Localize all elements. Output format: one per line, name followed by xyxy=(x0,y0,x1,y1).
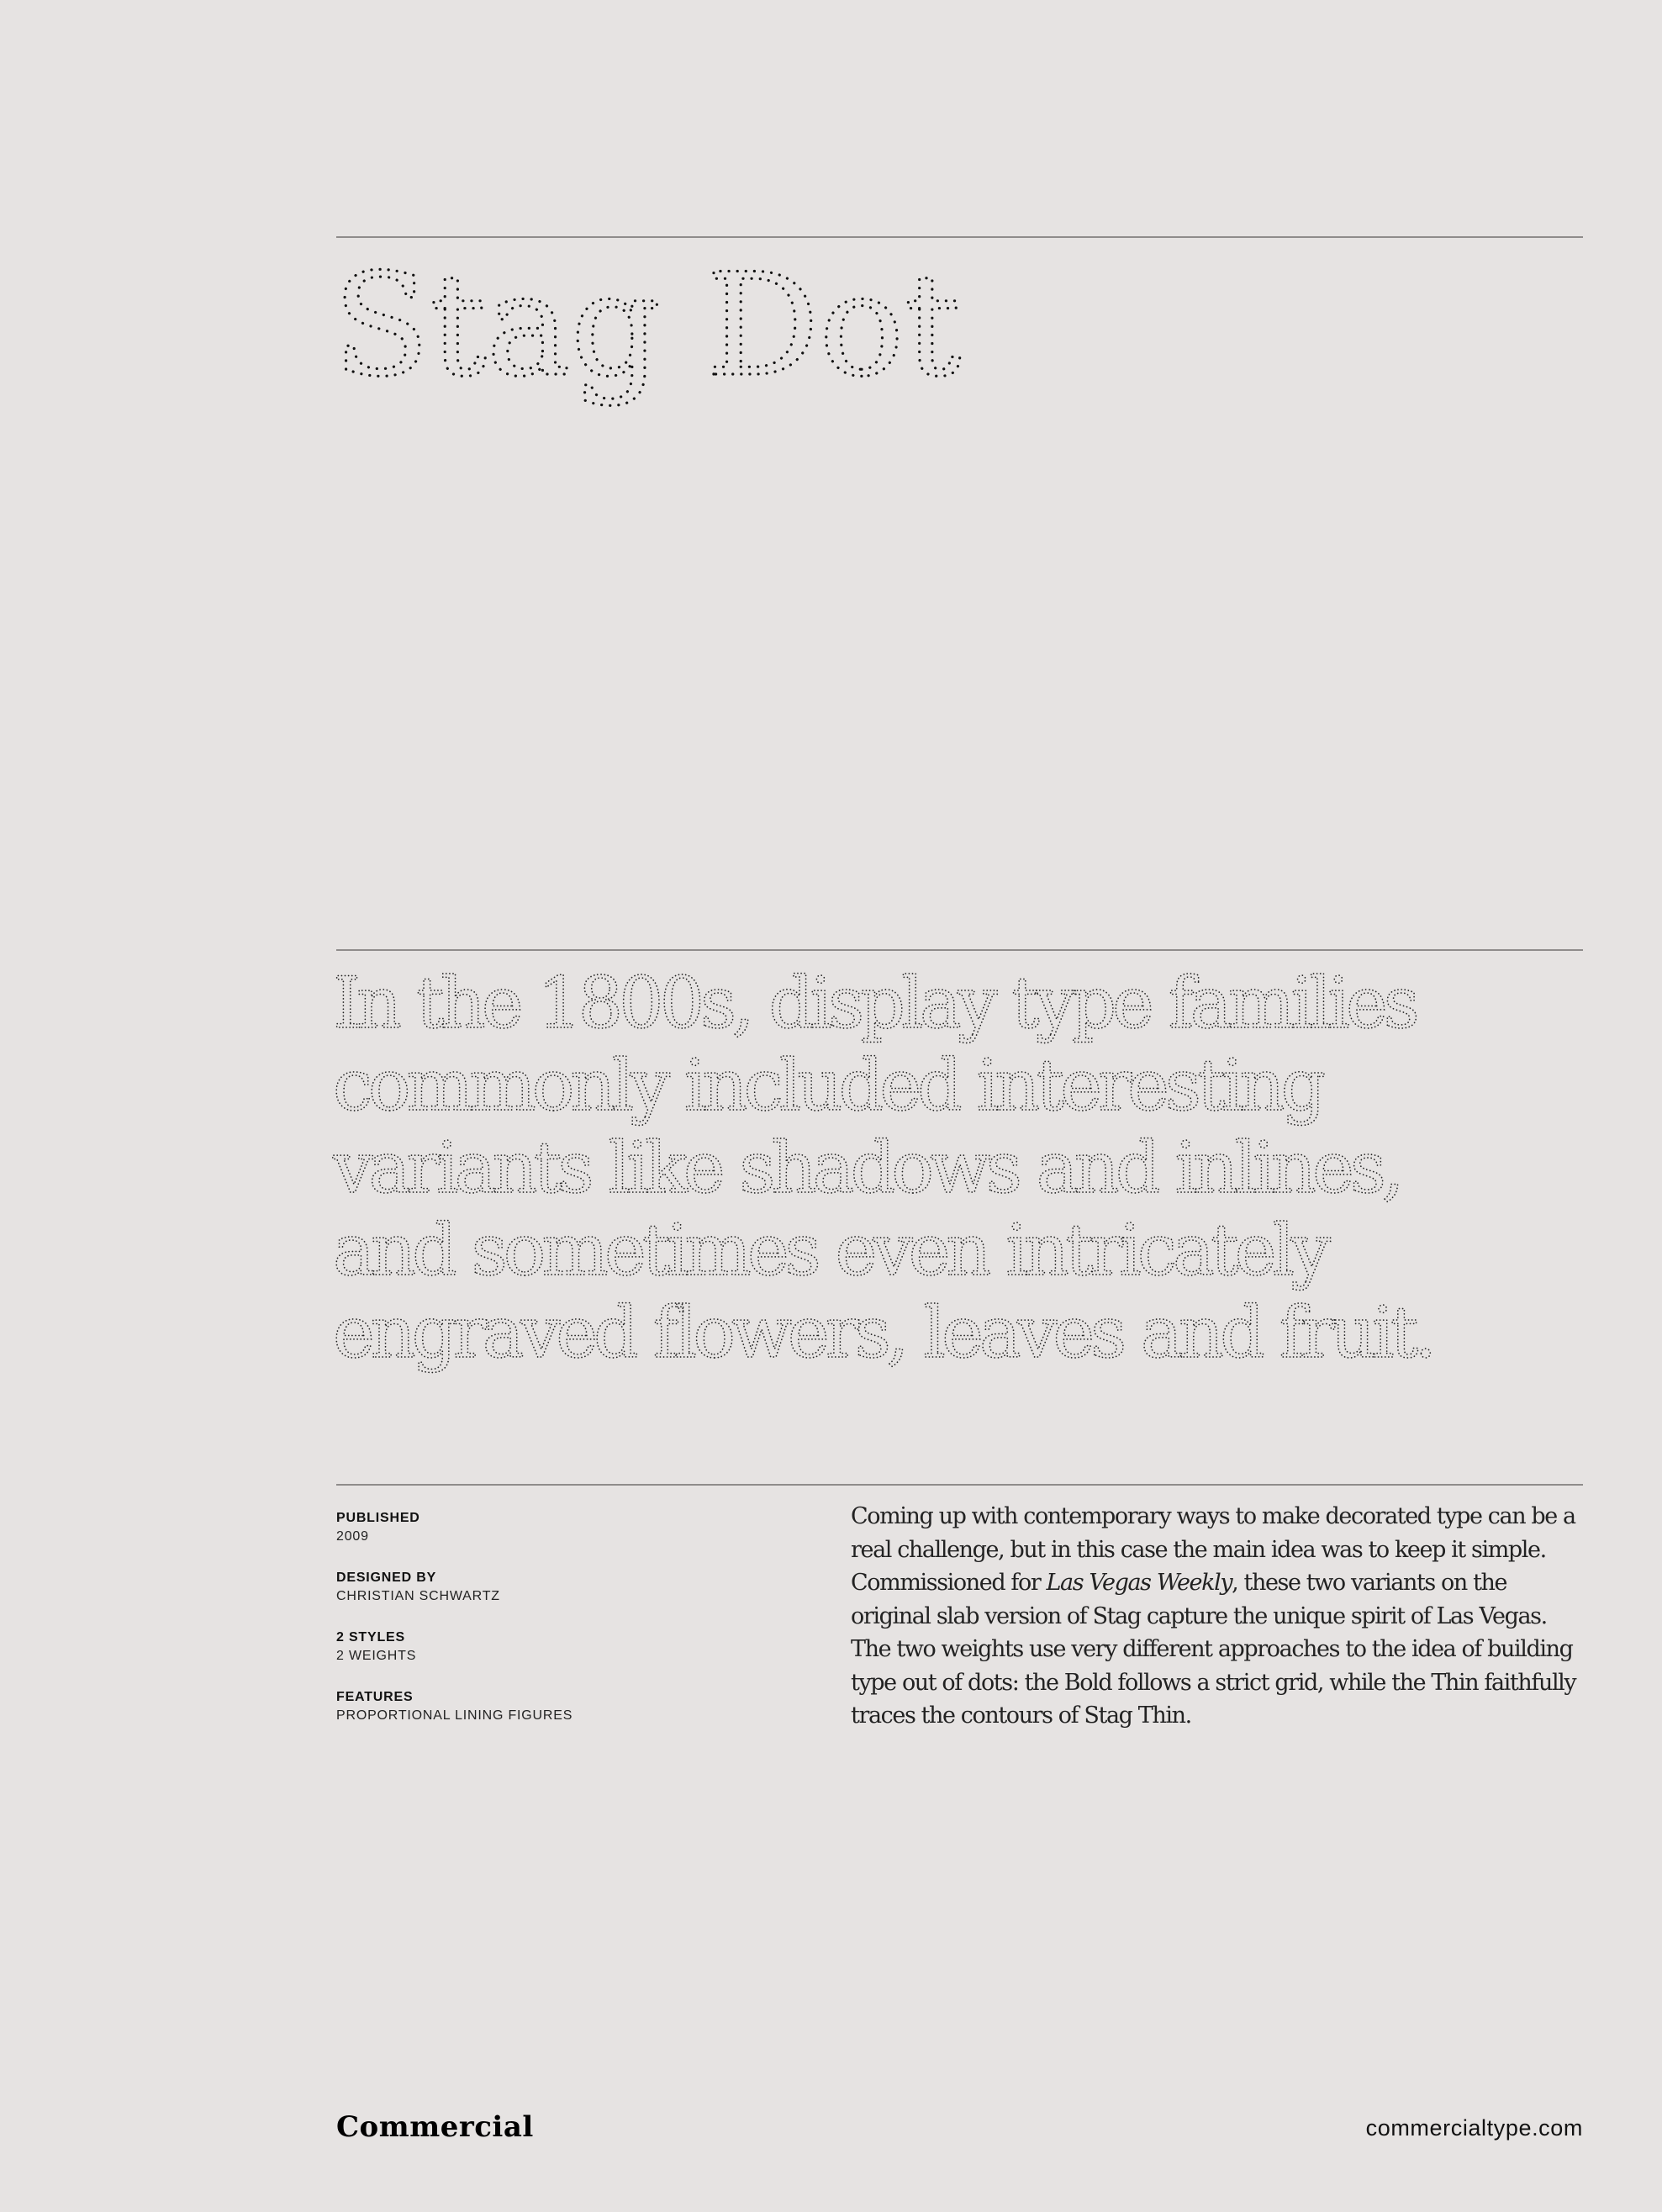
intro-line: In the 1800s, display type families xyxy=(333,962,1416,1044)
meta-label: PUBLISHED xyxy=(336,1511,420,1525)
intro-paragraph xyxy=(333,958,1594,1396)
commercial-logo[interactable]: Commercial xyxy=(336,2110,534,2144)
intro-divider xyxy=(336,949,1583,951)
meta-features xyxy=(336,1688,807,1725)
meta-designer xyxy=(336,1569,807,1606)
description-paragraph xyxy=(851,1500,1591,1733)
meta-label: 2 STYLES xyxy=(336,1630,405,1644)
top-divider xyxy=(336,236,1583,238)
meta-value: 2 WEIGHTS xyxy=(336,1649,417,1663)
specimen-metadata xyxy=(336,1509,807,1748)
intro-line: engraved flowers, leaves and fruit. xyxy=(333,1291,1433,1374)
meta-published xyxy=(336,1509,807,1546)
description xyxy=(851,1500,1591,1733)
meta-label: FEATURES xyxy=(336,1690,414,1704)
description-text: Coming up with contemporary ways to make decorated type can be a real challenge, but in this case the main idea was to keep it simple. Commissioned for xyxy=(851,1503,1575,1596)
meta-label: DESIGNED BY xyxy=(336,1571,437,1585)
specimen-title xyxy=(333,243,1342,420)
intro-line: variants like shadows and inlines, xyxy=(333,1127,1401,1209)
description-text: , these two variants on the original slab version of Stag capture the unique spirit of Las Vegas. The two weights use very different approaches to the idea of building type out of dots: the Bold follows a strict grid, while the Thin faithfully traces the contours of Stag Thin. xyxy=(851,1570,1576,1729)
title-text: Stag Dot xyxy=(333,243,962,408)
publication-title: Las Vegas Weekly xyxy=(1046,1570,1232,1596)
meta-value: 2009 xyxy=(336,1529,369,1544)
meta-value: PROPORTIONAL LINING FIGURES xyxy=(336,1708,573,1723)
meta-styles xyxy=(336,1629,807,1666)
intro-line: commonly included interesting xyxy=(333,1044,1322,1127)
details-divider xyxy=(336,1484,1583,1486)
website-link[interactable]: commercialtype.com xyxy=(1365,2115,1583,2141)
meta-value: CHRISTIAN SCHWARTZ xyxy=(336,1589,500,1603)
intro-line: and sometimes even intricately xyxy=(333,1209,1327,1291)
